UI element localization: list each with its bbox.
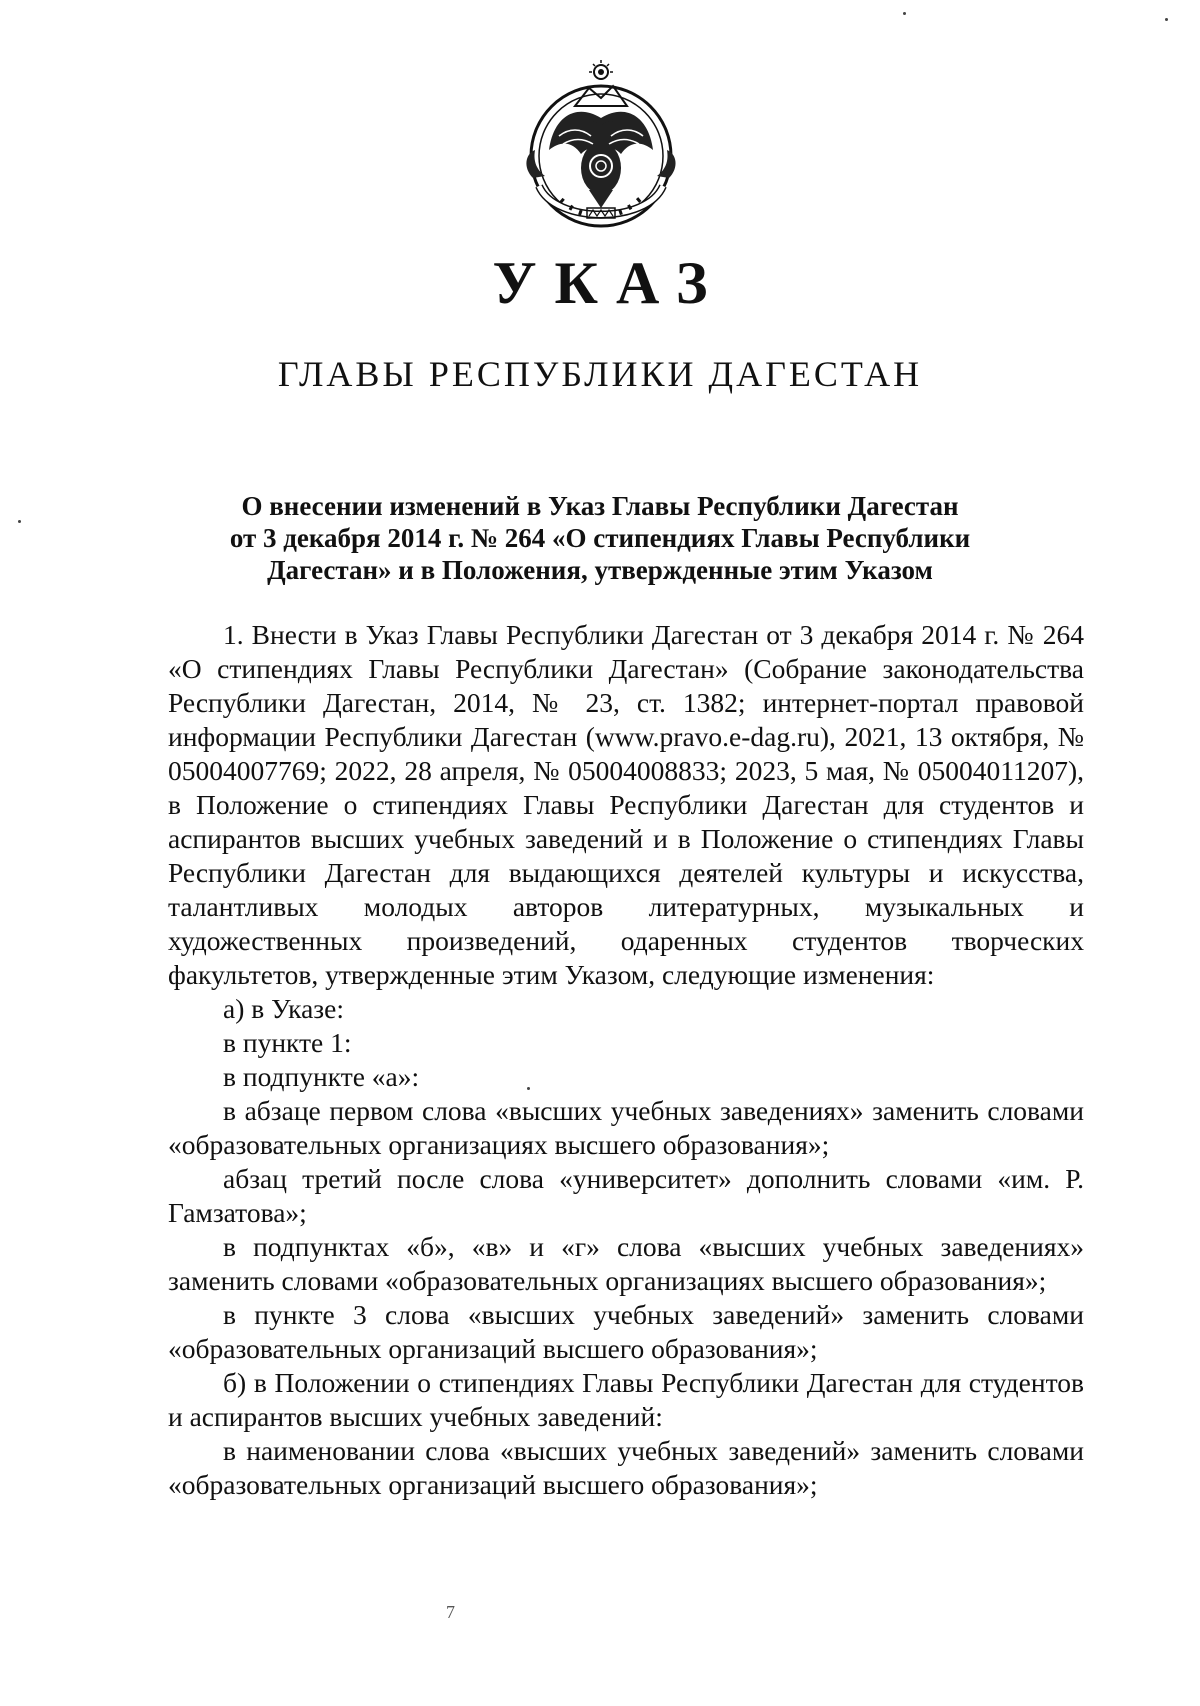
scan-speck [18,520,21,523]
decree-title: УКАЗ [492,250,726,316]
paragraph: в подпункте «а»: [223,1061,420,1092]
page-mark: 7 [446,1602,455,1622]
scan-speck [903,12,906,15]
paragraph: в подпунктах «б», «в» и «г» слова «высших учебных заведениях» заменить словами «образовательных организациях высшего образования»; [168,1231,1084,1296]
subject-line: О внесении изменений в Указ Главы Республики Дагестан [241,491,959,521]
scan-speck [527,1087,530,1090]
issuer-title: ГЛАВЫ РЕСПУБЛИКИ ДАГЕСТАН [277,354,923,394]
subject-line: от 3 декабря 2014 г. № 264 «О стипендиях Главы Республики [229,523,971,553]
paragraph: абзац третий после слова «университет» дополнить словами «им. Р. Гамзатова»; [168,1163,1084,1228]
coat-of-arms-icon [515,58,687,236]
paragraph: в пункте 1: [223,1027,352,1058]
paragraph: а) в Указе: [223,993,345,1024]
scan-speck [1165,18,1168,21]
paragraph: 1. Внести в Указ Главы Республики Дагестан от 3 декабря 2014 г. № 264 «О стипендиях Главы Республики Дагестан» (Собрание законодательства Республики Дагестан, 2014, № 23, ст. 1382; интернет-портал правовой информации Республики Дагестан (www.pravo.e-dag.ru), 2021, 13 октября, № 05004007769; 2022, 28 апреля, № 05004008833; 2023, 5 мая, № 05004011207), в Положение о стипендиях Главы Республики Дагестан для студентов и аспирантов высших учебных заведений и в Положение о стипендиях Главы Республики Дагестан для выдающихся деятелей культуры и искусства, талантливых молодых авторов литературных, музыкальных и художественных произведений, одаренных студентов творческих факультетов, утвержденные этим Указом, следующие изменения: [168,619,1084,990]
paragraph: в пункте 3 слова «высших учебных заведений» заменить словами «образовательных организаций высшего образования»; [168,1299,1084,1364]
document-subject [160,490,1040,586]
paragraph: б) в Положении о стипендиях Главы Республики Дагестан для студентов и аспирантов высших учебных заведений: [168,1367,1084,1432]
paragraph: в наименовании слова «высших учебных заведений» заменить словами «образовательных организаций высшего образования»; [168,1435,1084,1500]
paragraph: в абзаце первом слова «высших учебных заведениях» заменить словами «образовательных организациях высшего образования»; [168,1095,1084,1160]
document-body [168,618,1084,1502]
subject-line: Дагестан» и в Положения, утвержденные этим Указом [267,555,933,585]
